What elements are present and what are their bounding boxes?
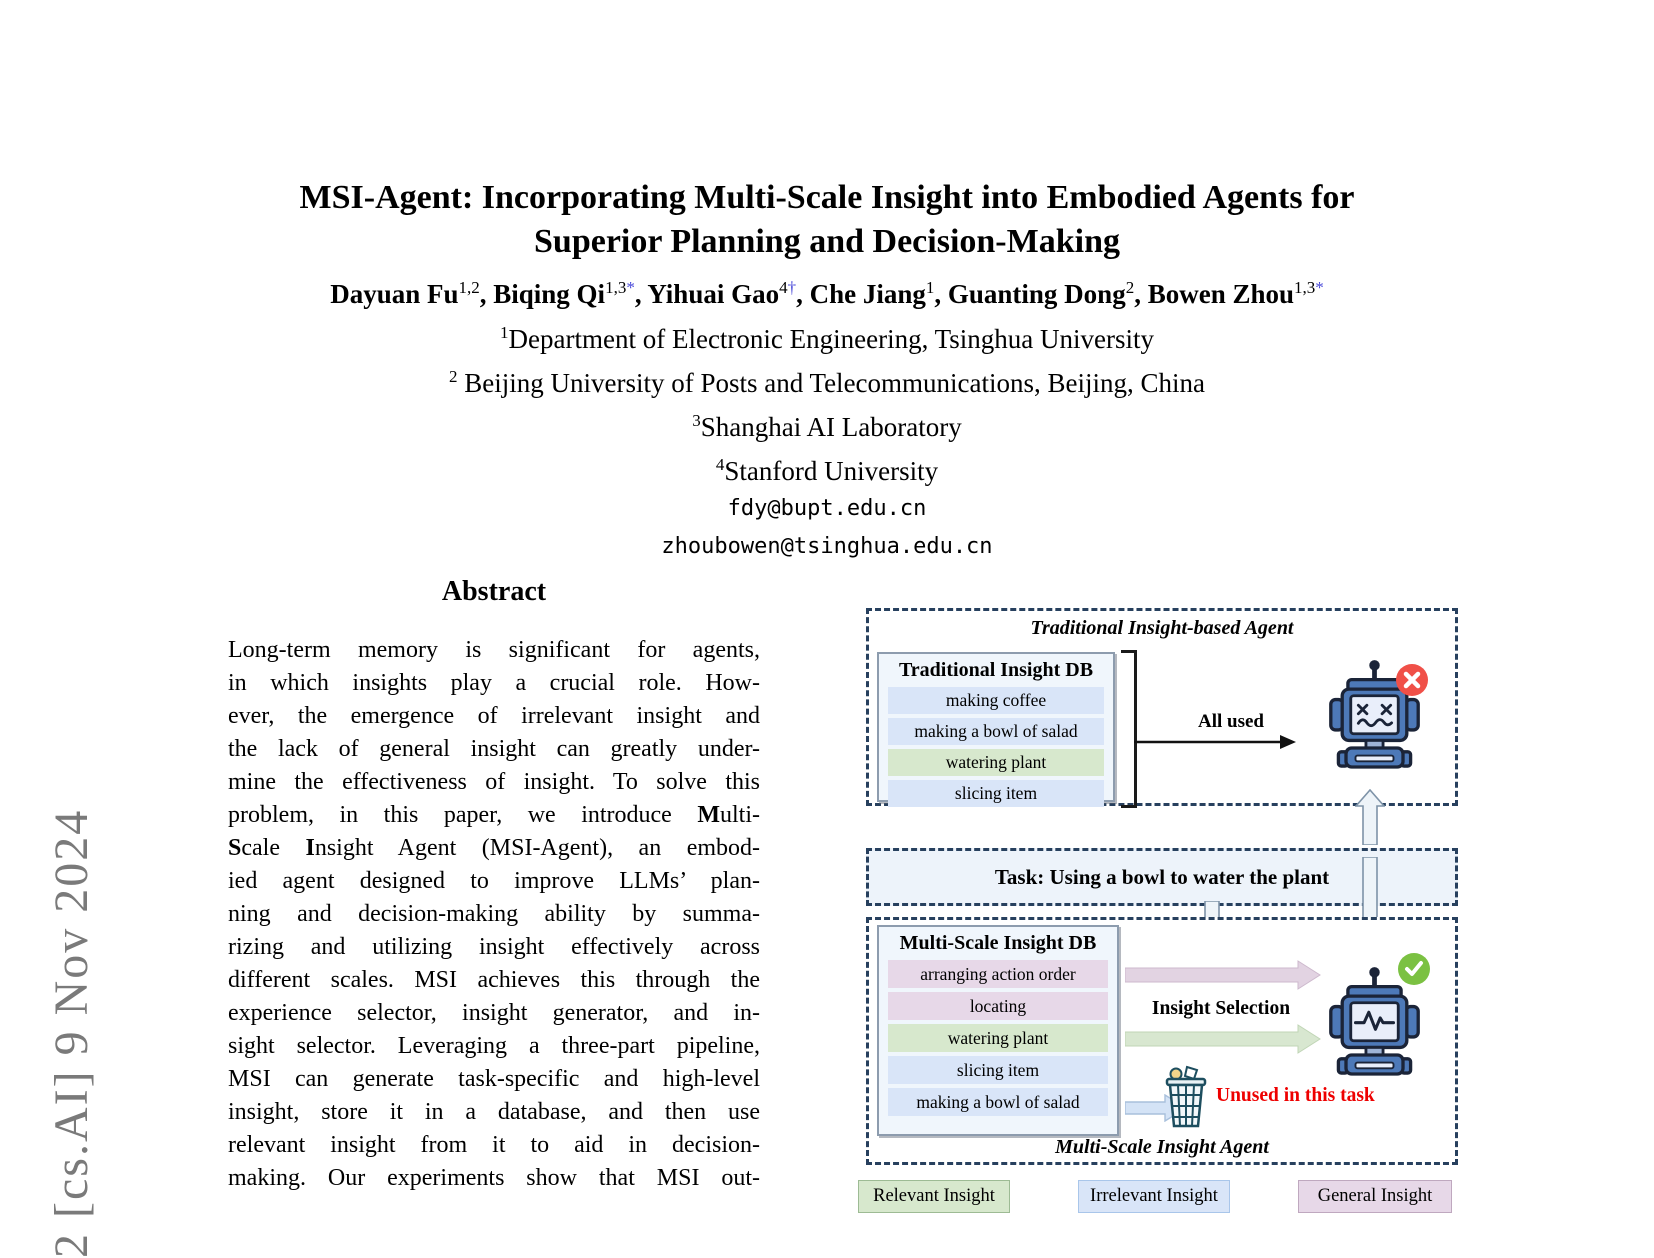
author-superscript: [1126, 278, 1135, 297]
email-address: zhoubowen@tsinghua.edu.cn: [661, 534, 993, 559]
abstract-line: problem, in this paper, we introduce Multi-: [228, 802, 760, 828]
abstract-line: relevant insight from it to aid in decision-: [228, 1132, 760, 1158]
arrow-up-icon: [1355, 789, 1385, 845]
abstract-line: in which insights play a crucial role. How-: [228, 670, 760, 696]
author-superscript: [1294, 278, 1324, 297]
affiliation-line: $^1$Department of Electronic Engineering, Tsinghua University: [500, 323, 1154, 354]
legend-general: General Insight: [1298, 1180, 1452, 1213]
affiliation-superscript: 2: [448, 367, 458, 386]
affiliation-line: $^2$ Beijing University of Posts and Telecommunications, Beijing, China: [448, 367, 1206, 398]
affiliations: [0, 314, 1654, 490]
all-used-arrow-icon: [1134, 731, 1299, 753]
error-badge-icon: [1395, 663, 1429, 697]
paper-title: [0, 176, 1654, 264]
abstract-line: Scale Insight Agent (MSI-Agent), an embod-: [228, 835, 761, 861]
abstract-line: Long-term memory is significant for agents,: [228, 637, 760, 663]
author-name: Yihuai Gao: [647, 279, 780, 309]
abstract-heading: Abstract: [441, 576, 547, 607]
abstract-body: [228, 634, 760, 1195]
title-block: [0, 176, 1654, 566]
author-sup-number: 1: [925, 278, 935, 297]
db-row-general: arranging action order: [888, 960, 1108, 988]
author-sup-mark: *: [626, 278, 635, 297]
unused-label: Unused in this task: [1216, 1085, 1375, 1106]
author-name: Bowen Zhou: [1147, 279, 1295, 309]
author-sup-number: 1,3: [605, 278, 627, 297]
author-superscript: [779, 278, 796, 297]
db-row-irrelevant: making a bowl of salad: [888, 1088, 1108, 1116]
abstract-line: sight selector. Leveraging a three-part pipeline,: [228, 1033, 760, 1059]
db-row-irrelevant: making a bowl of salad: [888, 718, 1104, 745]
msi-agent-box: [866, 917, 1458, 1165]
author-sup-number: 4: [779, 278, 788, 297]
task-label: Task: Using a bowl to water the plant: [994, 865, 1330, 889]
author-name: Guanting Dong: [947, 279, 1126, 309]
traditional-insight-db: [877, 652, 1115, 802]
msi-db-title: Multi-Scale Insight DB: [899, 932, 1097, 954]
traditional-db-rows: [879, 682, 1113, 807]
db-row-irrelevant: slicing item: [888, 780, 1104, 807]
figure-1: [866, 605, 1458, 1237]
author-sup-number: 2: [1125, 278, 1135, 297]
bracket-shape: [1121, 650, 1137, 808]
all-used-label: All used: [1198, 711, 1264, 732]
figure-legend: [858, 1180, 1458, 1214]
author-superscript: [605, 278, 635, 297]
authors-line: Dayuan Fu$^{1,2}$, Biqing $Qi^{1,3*}$, Yihuai Gao$^{4\dagger}$, Che Jiang$^1$, Guanting Dong$^2$, Bowen Zhou$^{1,3*}$: [330, 278, 1324, 309]
legend-irrelevant: Irrelevant Insight: [1078, 1180, 1230, 1213]
db-row-relevant: watering plant: [888, 749, 1104, 776]
legend-relevant: Relevant Insight: [858, 1180, 1010, 1213]
author-sup-mark: †: [787, 278, 797, 297]
arxiv-stamp: 2 [cs.AI] 9 Nov 2024: [45, 808, 98, 1258]
affiliation-superscript: 4: [715, 455, 725, 474]
affiliation-superscript: 3: [692, 411, 701, 430]
author-name: Biqing Qi: [493, 279, 606, 309]
author-superscript: [459, 278, 480, 297]
traditional-agent-title: Traditional Insight-based Agent: [1030, 617, 1294, 639]
trash-icon: [1161, 1065, 1211, 1129]
author-superscript: [926, 278, 935, 297]
insight-selection-label: Insight Selection: [1151, 998, 1291, 1019]
email-address: fdy@bupt.edu.cn: [727, 496, 927, 521]
author-sup-number: 1,3: [1294, 278, 1316, 297]
relevant-insight-arrow-icon: [1125, 1024, 1321, 1054]
general-insight-arrow-icon: [1125, 960, 1321, 990]
emails: [0, 490, 1654, 566]
traditional-agent-box: [866, 608, 1458, 806]
db-row-relevant: watering plant: [888, 1024, 1108, 1052]
abstract-line: making. Our experiments show that MSI out-: [228, 1165, 760, 1191]
abstract-line: ning and decision-making ability by summa-: [228, 901, 760, 927]
abstract-line: experience selector, insight generator, and in-: [228, 1000, 760, 1026]
author-sup-number: 1,2: [458, 278, 480, 297]
abstract-section: [228, 576, 760, 1195]
msi-agent-title: Multi-Scale Insight Agent: [1055, 1136, 1269, 1158]
author-name: Che Jiang: [809, 279, 926, 309]
author-sup-mark: *: [1315, 278, 1324, 297]
abstract-line: rizing and utilizing insight effectively across: [228, 934, 760, 960]
traditional-db-title: Traditional Insight DB: [898, 659, 1094, 681]
affiliation-line: $^4$Stanford University: [715, 455, 939, 486]
affiliation-superscript: 1: [500, 323, 509, 342]
abstract-line: ever, the emergence of irrelevant insight and: [228, 703, 760, 729]
abstract-line: the lack of general insight can greatly under-: [228, 736, 760, 762]
db-row-general: locating: [888, 992, 1108, 1020]
abstract-line: MSI can generate task-specific and high-level: [228, 1066, 760, 1092]
abstract-line: different scales. MSI achieves this through the: [228, 967, 760, 993]
author-name: Dayuan Fu: [330, 279, 459, 309]
multi-scale-insight-db: [877, 925, 1119, 1136]
abstract-line: ied agent designed to improve LLMs’ plan-: [228, 868, 760, 894]
abstract-line: insight, store it in a database, and then use: [228, 1099, 760, 1125]
db-row-irrelevant: slicing item: [888, 1056, 1108, 1084]
msi-db-rows: [879, 955, 1117, 1116]
paper-title-line2: Superior Planning and Decision-Making: [534, 223, 1120, 260]
affiliation-line: $^3$Shanghai AI Laboratory: [692, 411, 962, 442]
abstract-line: mine the effectiveness of insight. To solve this: [228, 769, 760, 795]
db-row-irrelevant: making coffee: [888, 687, 1104, 714]
paper-title-line1: MSI-Agent: Incorporating Multi-Scale Insight into Embodied Agents for: [299, 179, 1355, 216]
check-badge-icon: [1397, 952, 1431, 986]
